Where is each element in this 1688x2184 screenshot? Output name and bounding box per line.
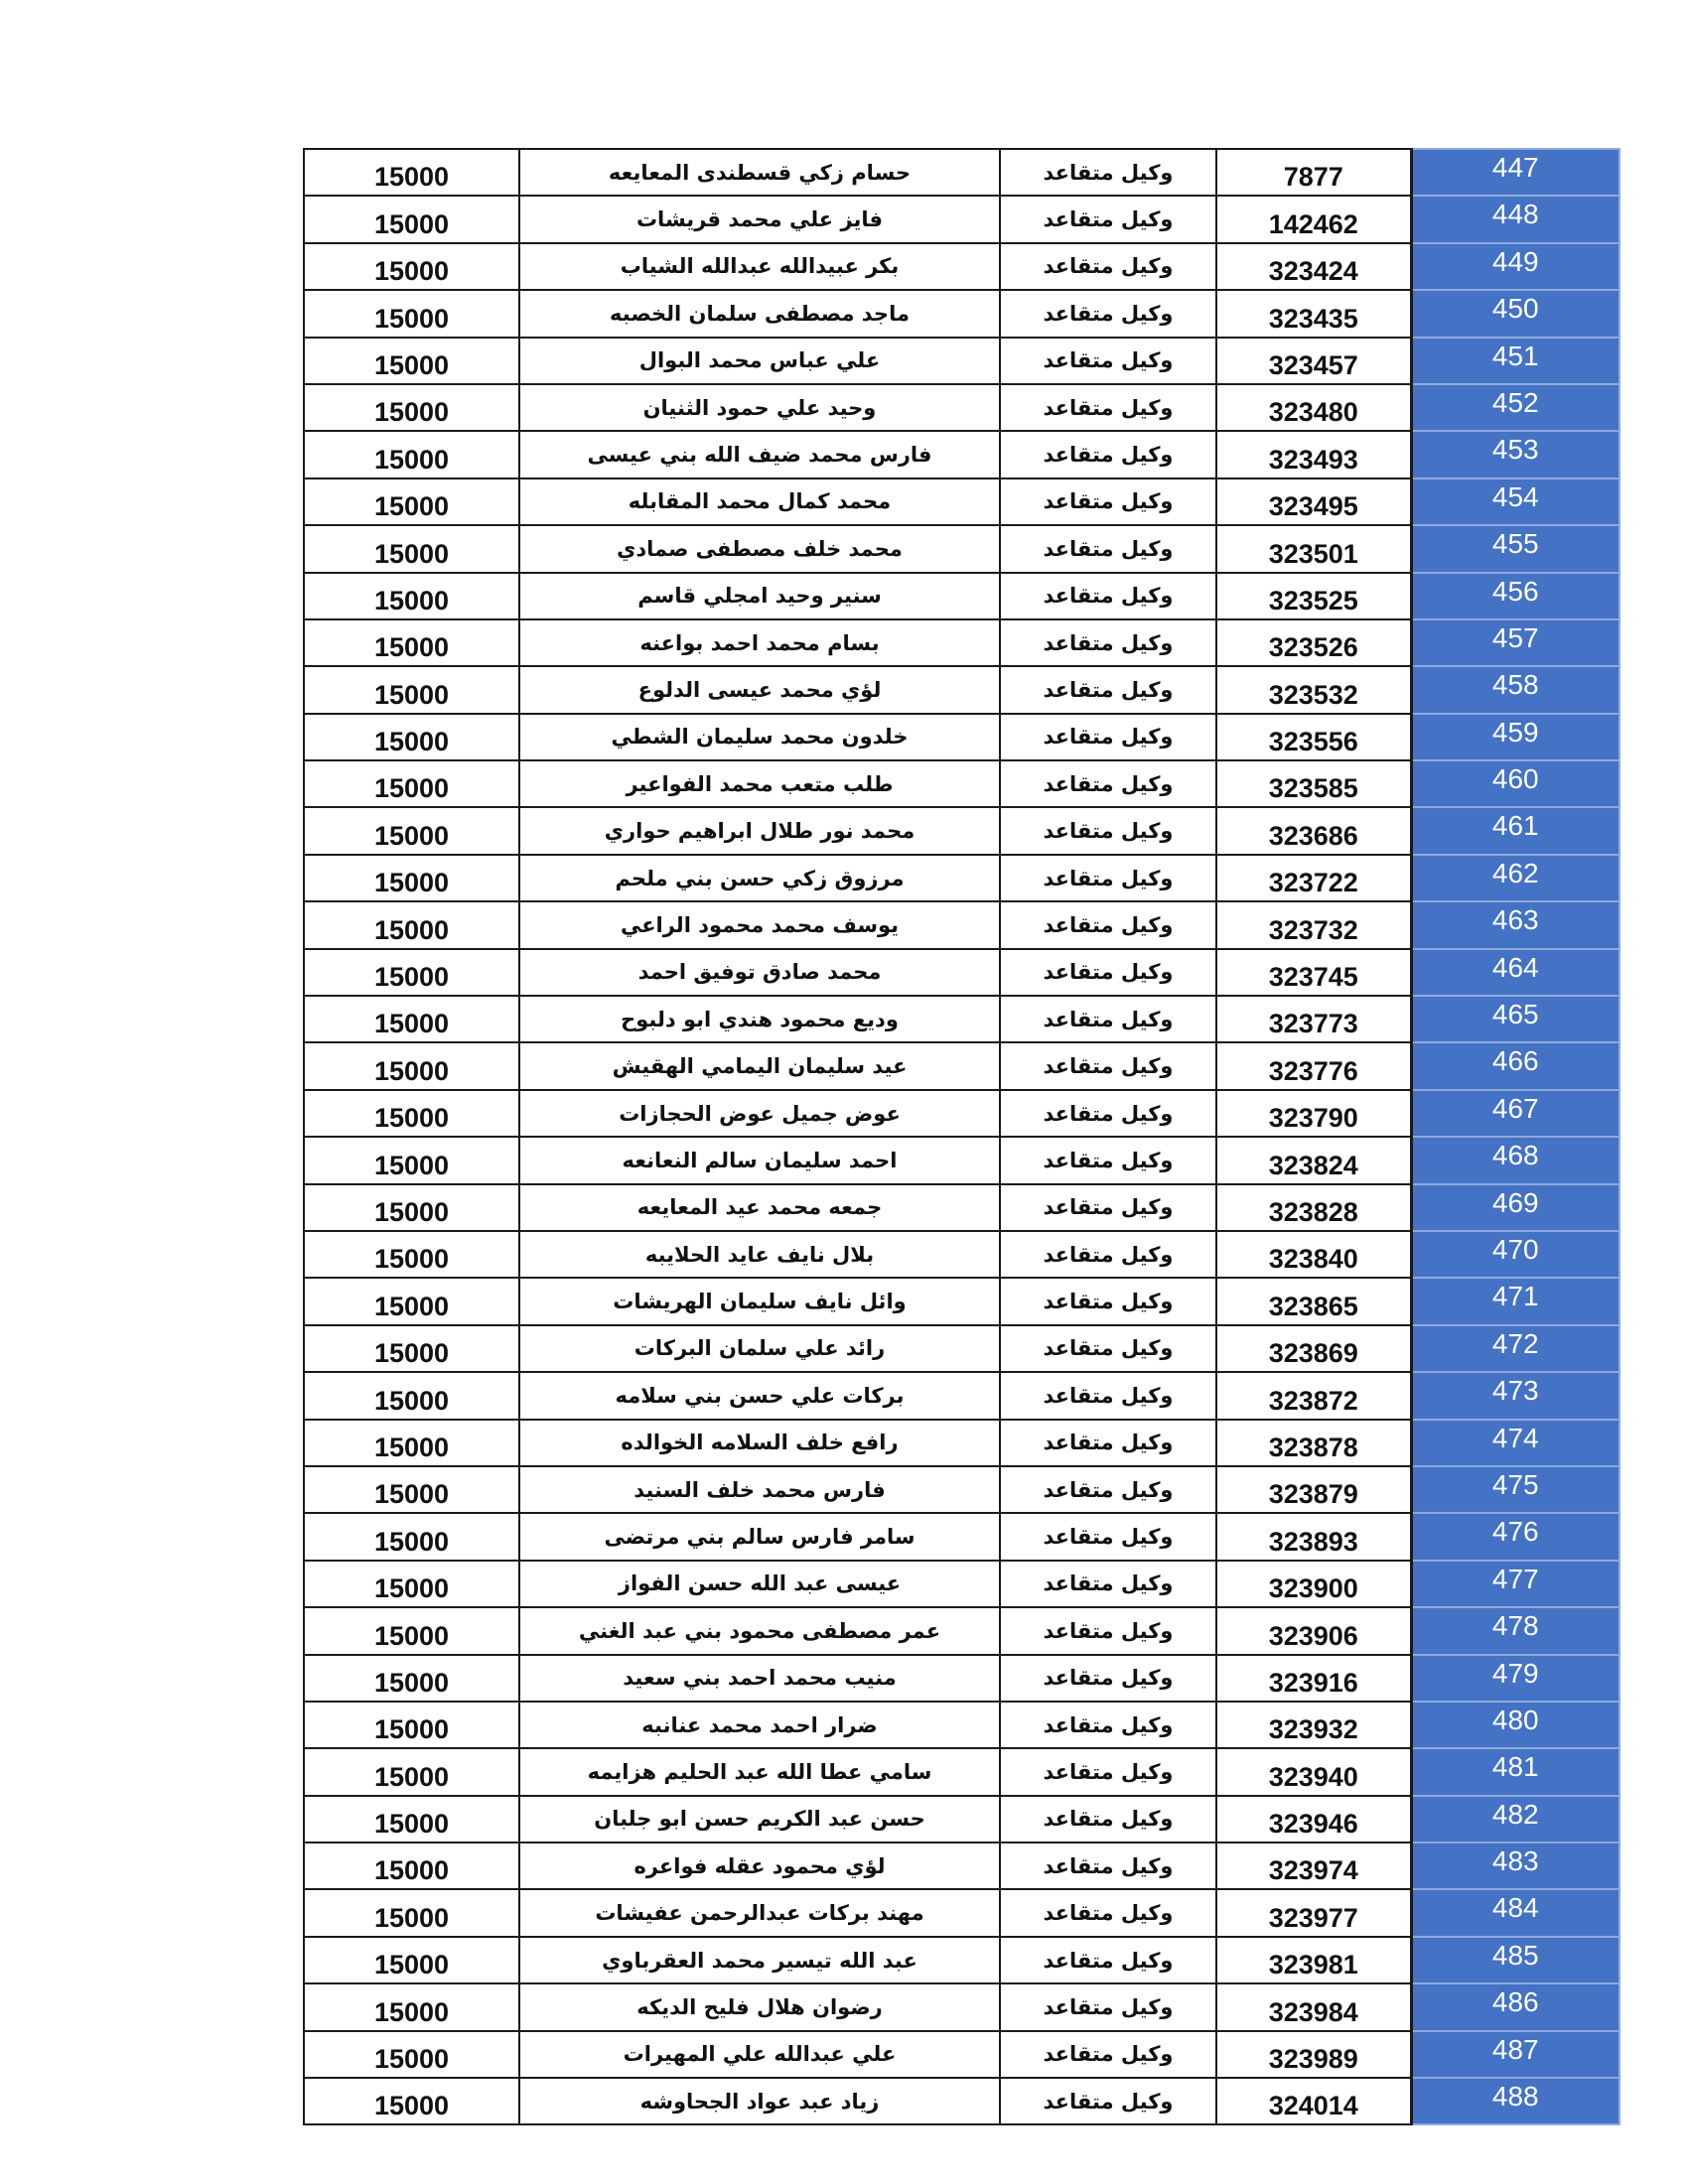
table-row bbox=[304, 901, 1619, 948]
amount-cell: 15000 bbox=[304, 478, 519, 525]
military-number-cell: 323532 bbox=[1216, 666, 1411, 713]
rank-cell: وكيل متقاعد bbox=[1000, 714, 1216, 760]
amount-cell: 15000 bbox=[304, 573, 519, 619]
rank-cell: وكيل متقاعد bbox=[1000, 760, 1216, 807]
table-row bbox=[304, 1937, 1619, 1983]
rank-cell: وكيل متقاعد bbox=[1000, 478, 1216, 525]
rank-cell: وكيل متقاعد bbox=[1000, 901, 1216, 948]
table-row bbox=[304, 1042, 1619, 1089]
serial-number-cell: 453 bbox=[1411, 431, 1619, 478]
table-row bbox=[304, 1513, 1619, 1560]
name-cell: عبد الله تيسير محمد العقرباوي bbox=[519, 1937, 1000, 1983]
rank-cell: وكيل متقاعد bbox=[1000, 1655, 1216, 1702]
military-number-cell: 323932 bbox=[1216, 1702, 1411, 1748]
name-cell: وحيد علي حمود الثنيان bbox=[519, 384, 1000, 431]
serial-number-cell: 465 bbox=[1411, 996, 1619, 1042]
name-cell: عمر مصطفى محمود بني عبد الغني bbox=[519, 1607, 1000, 1654]
table-row bbox=[304, 1843, 1619, 1889]
table-row bbox=[304, 2078, 1619, 2124]
serial-number-cell: 467 bbox=[1411, 1090, 1619, 1137]
table-row bbox=[304, 1702, 1619, 1748]
table-row bbox=[304, 949, 1619, 996]
table-row bbox=[304, 714, 1619, 760]
name-cell: محمد صادق توفيق احمد bbox=[519, 949, 1000, 996]
serial-number-cell: 452 bbox=[1411, 384, 1619, 431]
table-row bbox=[304, 196, 1619, 242]
amount-cell: 15000 bbox=[304, 1513, 519, 1560]
table-row bbox=[304, 1325, 1619, 1372]
table-row bbox=[304, 1466, 1619, 1513]
amount-cell: 15000 bbox=[304, 619, 519, 666]
name-cell: محمد كمال محمد المقابله bbox=[519, 478, 1000, 525]
name-cell: علي عباس محمد البوال bbox=[519, 338, 1000, 384]
name-cell: عوض جميل عوض الحجازات bbox=[519, 1090, 1000, 1137]
table-row bbox=[304, 619, 1619, 666]
military-number-cell: 142462 bbox=[1216, 196, 1411, 242]
military-number-cell: 323900 bbox=[1216, 1561, 1411, 1607]
serial-number-cell: 461 bbox=[1411, 807, 1619, 854]
amount-cell: 15000 bbox=[304, 1983, 519, 2030]
amount-cell: 15000 bbox=[304, 996, 519, 1042]
amount-cell: 15000 bbox=[304, 243, 519, 290]
table-row bbox=[304, 855, 1619, 901]
military-number-cell: 323525 bbox=[1216, 573, 1411, 619]
rank-cell: وكيل متقاعد bbox=[1000, 1325, 1216, 1372]
table-row bbox=[304, 1278, 1619, 1324]
rank-cell: وكيل متقاعد bbox=[1000, 1466, 1216, 1513]
rank-cell: وكيل متقاعد bbox=[1000, 1937, 1216, 1983]
table-row bbox=[304, 1889, 1619, 1936]
military-number-cell: 323906 bbox=[1216, 1607, 1411, 1654]
serial-number-cell: 468 bbox=[1411, 1137, 1619, 1183]
table-row bbox=[304, 573, 1619, 619]
military-number-cell: 323790 bbox=[1216, 1090, 1411, 1137]
amount-cell: 15000 bbox=[304, 1702, 519, 1748]
name-cell: بلال نايف عايد الحلايبه bbox=[519, 1231, 1000, 1278]
rank-cell: وكيل متقاعد bbox=[1000, 1513, 1216, 1560]
name-cell: سامر فارس سالم بني مرتضى bbox=[519, 1513, 1000, 1560]
military-number-cell: 323686 bbox=[1216, 807, 1411, 854]
serial-number-cell: 470 bbox=[1411, 1231, 1619, 1278]
name-cell: فارس محمد ضيف الله بني عيسى bbox=[519, 431, 1000, 478]
table-row bbox=[304, 1655, 1619, 1702]
serial-number-cell: 460 bbox=[1411, 760, 1619, 807]
serial-number-cell: 476 bbox=[1411, 1513, 1619, 1560]
rank-cell: وكيل متقاعد bbox=[1000, 1420, 1216, 1466]
military-number-cell: 323480 bbox=[1216, 384, 1411, 431]
name-cell: منيب محمد احمد بني سعيد bbox=[519, 1655, 1000, 1702]
name-cell: عيسى عبد الله حسن الفواز bbox=[519, 1561, 1000, 1607]
military-number-cell: 323501 bbox=[1216, 525, 1411, 572]
table-row bbox=[304, 1372, 1619, 1419]
name-cell: حسام زكي قسطندى المعايعه bbox=[519, 149, 1000, 196]
military-number-cell: 323984 bbox=[1216, 1983, 1411, 2030]
rank-cell: وكيل متقاعد bbox=[1000, 2078, 1216, 2124]
military-number-cell: 323940 bbox=[1216, 1748, 1411, 1795]
amount-cell: 15000 bbox=[304, 1137, 519, 1183]
amount-cell: 15000 bbox=[304, 1420, 519, 1466]
serial-number-cell: 471 bbox=[1411, 1278, 1619, 1324]
military-number-cell: 323893 bbox=[1216, 1513, 1411, 1560]
military-number-cell: 323977 bbox=[1216, 1889, 1411, 1936]
rank-cell: وكيل متقاعد bbox=[1000, 573, 1216, 619]
table-row bbox=[304, 760, 1619, 807]
amount-cell: 15000 bbox=[304, 1042, 519, 1089]
name-cell: بكر عبيدالله عبدالله الشياب bbox=[519, 243, 1000, 290]
amount-cell: 15000 bbox=[304, 1231, 519, 1278]
rank-cell: وكيل متقاعد bbox=[1000, 1090, 1216, 1137]
military-number-cell: 323916 bbox=[1216, 1655, 1411, 1702]
amount-cell: 15000 bbox=[304, 1655, 519, 1702]
table-row bbox=[304, 1231, 1619, 1278]
rank-cell: وكيل متقاعد bbox=[1000, 2031, 1216, 2078]
rank-cell: وكيل متقاعد bbox=[1000, 949, 1216, 996]
amount-cell: 15000 bbox=[304, 1607, 519, 1654]
rank-cell: وكيل متقاعد bbox=[1000, 1607, 1216, 1654]
military-number-cell: 323556 bbox=[1216, 714, 1411, 760]
military-number-cell: 7877 bbox=[1216, 149, 1411, 196]
amount-cell: 15000 bbox=[304, 1184, 519, 1231]
table-row bbox=[304, 1561, 1619, 1607]
serial-number-cell: 475 bbox=[1411, 1466, 1619, 1513]
rank-cell: وكيل متقاعد bbox=[1000, 290, 1216, 337]
military-number-cell: 323526 bbox=[1216, 619, 1411, 666]
serial-number-cell: 480 bbox=[1411, 1702, 1619, 1748]
serial-number-cell: 454 bbox=[1411, 478, 1619, 525]
amount-cell: 15000 bbox=[304, 196, 519, 242]
military-number-cell: 323869 bbox=[1216, 1325, 1411, 1372]
military-number-cell: 323878 bbox=[1216, 1420, 1411, 1466]
rank-cell: وكيل متقاعد bbox=[1000, 1231, 1216, 1278]
serial-number-cell: 466 bbox=[1411, 1042, 1619, 1089]
serial-number-cell: 456 bbox=[1411, 573, 1619, 619]
amount-cell: 15000 bbox=[304, 1796, 519, 1843]
amount-cell: 15000 bbox=[304, 1466, 519, 1513]
serial-number-cell: 457 bbox=[1411, 619, 1619, 666]
military-number-cell: 323828 bbox=[1216, 1184, 1411, 1231]
table-row bbox=[304, 1090, 1619, 1137]
military-number-cell: 323840 bbox=[1216, 1231, 1411, 1278]
amount-cell: 15000 bbox=[304, 525, 519, 572]
serial-number-cell: 479 bbox=[1411, 1655, 1619, 1702]
amount-cell: 15000 bbox=[304, 855, 519, 901]
serial-number-cell: 485 bbox=[1411, 1937, 1619, 1983]
name-cell: سنير وحيد امجلي قاسم bbox=[519, 573, 1000, 619]
serial-number-cell: 481 bbox=[1411, 1748, 1619, 1795]
name-cell: علي عبدالله علي المهيرات bbox=[519, 2031, 1000, 2078]
table-row bbox=[304, 431, 1619, 478]
amount-cell: 15000 bbox=[304, 2031, 519, 2078]
military-number-cell: 323732 bbox=[1216, 901, 1411, 948]
serial-number-cell: 478 bbox=[1411, 1607, 1619, 1654]
name-cell: وديع محمود هندي ابو دلبوح bbox=[519, 996, 1000, 1042]
military-number-cell: 323974 bbox=[1216, 1843, 1411, 1889]
amount-cell: 15000 bbox=[304, 1748, 519, 1795]
payment-table bbox=[303, 148, 1620, 2125]
name-cell: حسن عبد الكريم حسن ابو جلبان bbox=[519, 1796, 1000, 1843]
rank-cell: وكيل متقاعد bbox=[1000, 1184, 1216, 1231]
name-cell: رضوان هلال فليح الديكه bbox=[519, 1983, 1000, 2030]
serial-number-cell: 474 bbox=[1411, 1420, 1619, 1466]
serial-number-cell: 486 bbox=[1411, 1983, 1619, 2030]
amount-cell: 15000 bbox=[304, 1278, 519, 1324]
name-cell: خلدون محمد سليمان الشطي bbox=[519, 714, 1000, 760]
rank-cell: وكيل متقاعد bbox=[1000, 338, 1216, 384]
military-number-cell: 323435 bbox=[1216, 290, 1411, 337]
name-cell: لؤي محمود عقله فواعره bbox=[519, 1843, 1000, 1889]
military-number-cell: 324014 bbox=[1216, 2078, 1411, 2124]
rank-cell: وكيل متقاعد bbox=[1000, 431, 1216, 478]
table-row bbox=[304, 290, 1619, 337]
amount-cell: 15000 bbox=[304, 901, 519, 948]
name-cell: بسام محمد احمد بواعنه bbox=[519, 619, 1000, 666]
serial-number-cell: 482 bbox=[1411, 1796, 1619, 1843]
serial-number-cell: 458 bbox=[1411, 666, 1619, 713]
rank-cell: وكيل متقاعد bbox=[1000, 1561, 1216, 1607]
name-cell: وائل نايف سليمان الهريشات bbox=[519, 1278, 1000, 1324]
military-number-cell: 323865 bbox=[1216, 1278, 1411, 1324]
rank-cell: وكيل متقاعد bbox=[1000, 1983, 1216, 2030]
serial-number-cell: 450 bbox=[1411, 290, 1619, 337]
military-number-cell: 323457 bbox=[1216, 338, 1411, 384]
name-cell: مرزوق زكي حسن بني ملحم bbox=[519, 855, 1000, 901]
table-row bbox=[304, 243, 1619, 290]
table-row bbox=[304, 478, 1619, 525]
military-number-cell: 323776 bbox=[1216, 1042, 1411, 1089]
amount-cell: 15000 bbox=[304, 1889, 519, 1936]
table-row bbox=[304, 1184, 1619, 1231]
name-cell: رائد علي سلمان البركات bbox=[519, 1325, 1000, 1372]
military-number-cell: 323989 bbox=[1216, 2031, 1411, 2078]
table-row bbox=[304, 807, 1619, 854]
serial-number-cell: 463 bbox=[1411, 901, 1619, 948]
serial-number-cell: 477 bbox=[1411, 1561, 1619, 1607]
rank-cell: وكيل متقاعد bbox=[1000, 1042, 1216, 1089]
serial-number-cell: 469 bbox=[1411, 1184, 1619, 1231]
serial-number-cell: 447 bbox=[1411, 149, 1619, 196]
name-cell: طلب متعب محمد الفواعير bbox=[519, 760, 1000, 807]
rank-cell: وكيل متقاعد bbox=[1000, 1137, 1216, 1183]
amount-cell: 15000 bbox=[304, 760, 519, 807]
rank-cell: وكيل متقاعد bbox=[1000, 666, 1216, 713]
name-cell: ضرار احمد محمد عنانبه bbox=[519, 1702, 1000, 1748]
rank-cell: وكيل متقاعد bbox=[1000, 149, 1216, 196]
serial-number-cell: 462 bbox=[1411, 855, 1619, 901]
table-body bbox=[304, 149, 1619, 2124]
amount-cell: 15000 bbox=[304, 1937, 519, 1983]
amount-cell: 15000 bbox=[304, 2078, 519, 2124]
table-row bbox=[304, 338, 1619, 384]
serial-number-cell: 473 bbox=[1411, 1372, 1619, 1419]
rank-cell: وكيل متقاعد bbox=[1000, 855, 1216, 901]
amount-cell: 15000 bbox=[304, 949, 519, 996]
table-row bbox=[304, 1983, 1619, 2030]
serial-number-cell: 483 bbox=[1411, 1843, 1619, 1889]
amount-cell: 15000 bbox=[304, 431, 519, 478]
name-cell: لؤي محمد عيسى الدلوع bbox=[519, 666, 1000, 713]
amount-cell: 15000 bbox=[304, 338, 519, 384]
name-cell: احمد سليمان سالم النعانعه bbox=[519, 1137, 1000, 1183]
rank-cell: وكيل متقاعد bbox=[1000, 1796, 1216, 1843]
serial-number-cell: 487 bbox=[1411, 2031, 1619, 2078]
amount-cell: 15000 bbox=[304, 1561, 519, 1607]
name-cell: رافع خلف السلامه الخوالده bbox=[519, 1420, 1000, 1466]
military-number-cell: 323745 bbox=[1216, 949, 1411, 996]
rank-cell: وكيل متقاعد bbox=[1000, 1843, 1216, 1889]
military-number-cell: 323879 bbox=[1216, 1466, 1411, 1513]
table-row bbox=[304, 149, 1619, 196]
rank-cell: وكيل متقاعد bbox=[1000, 619, 1216, 666]
serial-number-cell: 459 bbox=[1411, 714, 1619, 760]
rank-cell: وكيل متقاعد bbox=[1000, 196, 1216, 242]
amount-cell: 15000 bbox=[304, 384, 519, 431]
rank-cell: وكيل متقاعد bbox=[1000, 1748, 1216, 1795]
serial-number-cell: 488 bbox=[1411, 2078, 1619, 2124]
amount-cell: 15000 bbox=[304, 666, 519, 713]
table-row bbox=[304, 384, 1619, 431]
rank-cell: وكيل متقاعد bbox=[1000, 384, 1216, 431]
rank-cell: وكيل متقاعد bbox=[1000, 1889, 1216, 1936]
table-row bbox=[304, 666, 1619, 713]
serial-number-cell: 464 bbox=[1411, 949, 1619, 996]
serial-number-cell: 448 bbox=[1411, 196, 1619, 242]
military-number-cell: 323722 bbox=[1216, 855, 1411, 901]
name-cell: بركات علي حسن بني سلامه bbox=[519, 1372, 1000, 1419]
rank-cell: وكيل متقاعد bbox=[1000, 1278, 1216, 1324]
rank-cell: وكيل متقاعد bbox=[1000, 243, 1216, 290]
military-number-cell: 323824 bbox=[1216, 1137, 1411, 1183]
table-row bbox=[304, 525, 1619, 572]
serial-number-cell: 455 bbox=[1411, 525, 1619, 572]
rank-cell: وكيل متقاعد bbox=[1000, 996, 1216, 1042]
table-row bbox=[304, 1607, 1619, 1654]
name-cell: محمد خلف مصطفى صمادي bbox=[519, 525, 1000, 572]
table-row bbox=[304, 1137, 1619, 1183]
amount-cell: 15000 bbox=[304, 714, 519, 760]
table-row bbox=[304, 1420, 1619, 1466]
name-cell: يوسف محمد محمود الراعي bbox=[519, 901, 1000, 948]
amount-cell: 15000 bbox=[304, 290, 519, 337]
table-row bbox=[304, 1796, 1619, 1843]
name-cell: فايز علي محمد قريشات bbox=[519, 196, 1000, 242]
rank-cell: وكيل متقاعد bbox=[1000, 807, 1216, 854]
table-row bbox=[304, 1748, 1619, 1795]
amount-cell: 15000 bbox=[304, 1325, 519, 1372]
rank-cell: وكيل متقاعد bbox=[1000, 1372, 1216, 1419]
amount-cell: 15000 bbox=[304, 1843, 519, 1889]
name-cell: مهند بركات عبدالرحمن عفيشات bbox=[519, 1889, 1000, 1936]
amount-cell: 15000 bbox=[304, 807, 519, 854]
name-cell: محمد نور طلال ابراهيم حواري bbox=[519, 807, 1000, 854]
amount-cell: 15000 bbox=[304, 1372, 519, 1419]
table-row bbox=[304, 996, 1619, 1042]
table-row bbox=[304, 2031, 1619, 2078]
military-number-cell: 323981 bbox=[1216, 1937, 1411, 1983]
name-cell: عيد سليمان اليمامي الهقيش bbox=[519, 1042, 1000, 1089]
amount-cell: 15000 bbox=[304, 1090, 519, 1137]
rank-cell: وكيل متقاعد bbox=[1000, 525, 1216, 572]
name-cell: جمعه محمد عيد المعايعه bbox=[519, 1184, 1000, 1231]
military-number-cell: 323495 bbox=[1216, 478, 1411, 525]
serial-number-cell: 472 bbox=[1411, 1325, 1619, 1372]
military-number-cell: 323493 bbox=[1216, 431, 1411, 478]
military-number-cell: 323424 bbox=[1216, 243, 1411, 290]
amount-cell: 15000 bbox=[304, 149, 519, 196]
military-number-cell: 323585 bbox=[1216, 760, 1411, 807]
rank-cell: وكيل متقاعد bbox=[1000, 1702, 1216, 1748]
military-number-cell: 323872 bbox=[1216, 1372, 1411, 1419]
name-cell: فارس محمد خلف السنيد bbox=[519, 1466, 1000, 1513]
name-cell: ماجد مصطفى سلمان الخصبه bbox=[519, 290, 1000, 337]
name-cell: سامي عطا الله عبد الحليم هزايمه bbox=[519, 1748, 1000, 1795]
serial-number-cell: 449 bbox=[1411, 243, 1619, 290]
serial-number-cell: 451 bbox=[1411, 338, 1619, 384]
military-number-cell: 323946 bbox=[1216, 1796, 1411, 1843]
name-cell: زياد عبد عواد الجحاوشه bbox=[519, 2078, 1000, 2124]
serial-number-cell: 484 bbox=[1411, 1889, 1619, 1936]
military-number-cell: 323773 bbox=[1216, 996, 1411, 1042]
